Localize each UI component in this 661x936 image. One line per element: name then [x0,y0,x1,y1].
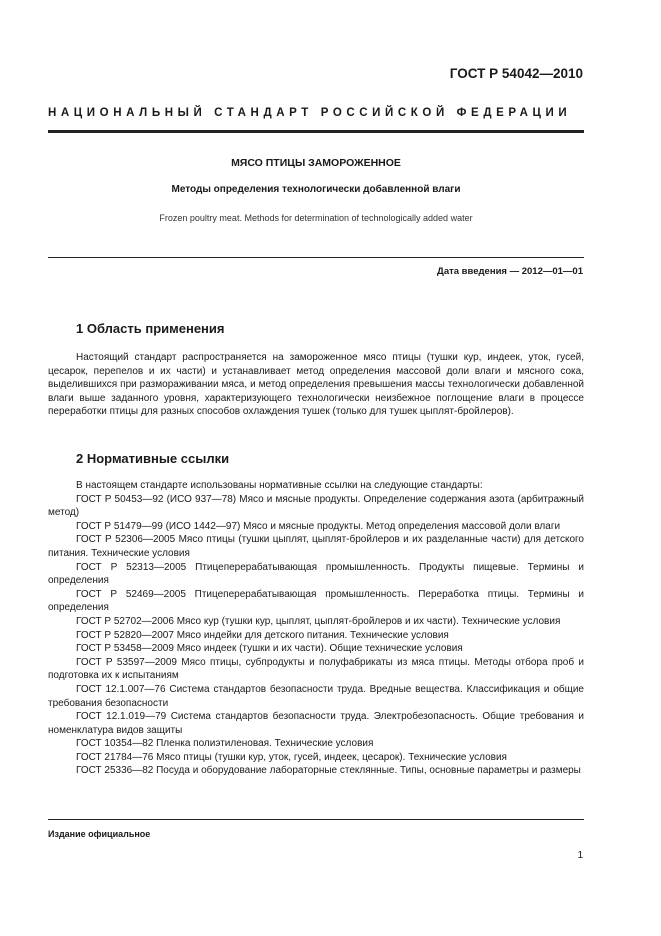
reference-item: ГОСТ Р 52820—2007 Мясо индейки для детского питания. Технические условия [76,629,449,641]
reference-item: ГОСТ Р 52313—2005 Птицеперерабатывающая промышленность. Продукты пищевые. Термины и определения [48,561,584,587]
reference-item: ГОСТ Р 52702—2006 Мясо кур (тушки кур, цыплят, цыплят-бройлеров и их части). Технические условия [76,615,561,627]
reference-item: ГОСТ 10354—82 Пленка полиэтиленовая. Технические условия [76,738,374,750]
references-list [48,479,584,778]
document-title-english: Frozen poultry meat. Methods for determination of technologically added water [159,213,473,223]
reference-item: ГОСТ Р 51479—99 (ИСО 1442—97) Мясо и мясные продукты. Метод определения массовой доли влаги [76,520,561,532]
reference-item: ГОСТ 12.1.019—79 Система стандартов безопасности труда. Электробезопасность. Общие требования и номенклатура видов защиты [48,711,584,736]
reference-item: ГОСТ 21784—76 Мясо птицы (тушки кур, уток, гусей, индеек, цесарок). Технические условия [76,751,507,763]
official-edition-label: Издание официальное [48,829,151,839]
section-2-heading: 2 Нормативные ссылки [76,451,230,466]
header-divider [48,130,584,133]
footer-divider [48,819,584,820]
introduction-date: Дата введения — 2012—01—01 [437,266,583,277]
national-standard-title: НАЦИОНАЛЬНЫЙ СТАНДАРТ РОССИЙСКОЙ ФЕДЕРАЦИИ [48,107,572,119]
reference-item: ГОСТ Р 52306—2005 Мясо птицы (тушки цыплят, цыплят-бройлеров и их разделанные части) для детского питания. Технические условия [48,534,584,559]
section-1-heading: 1 Область применения [76,321,225,336]
reference-item: ГОСТ 12.1.007—76 Система стандартов безопасности труда. Вредные вещества. Классификация и общие требования безопасности [48,683,584,709]
reference-item: ГОСТ Р 50453—92 (ИСО 937—78) Мясо и мясные продукты. Определение содержания азота (арбитражный метод) [48,493,584,519]
reference-item: ГОСТ Р 53597—2009 Мясо птицы, субпродукты и полуфабрикаты из мяса птицы. Методы отбора проб и подготовка их к испытаниям [48,656,584,682]
reference-item: ГОСТ Р 52469—2005 Птицеперерабатывающая промышленность. Переработка птицы. Термины и определения [48,588,584,614]
standard-number: ГОСТ Р 54042—2010 [449,66,583,81]
reference-item: ГОСТ Р 53458—2009 Мясо индеек (тушки и их части). Общие технические условия [76,643,463,655]
reference-item: ГОСТ 25336—82 Посуда и оборудование лабораторные стеклянные. Типы, основные параметры и размеры [76,765,581,777]
title-divider [48,257,584,258]
document-title: МЯСО ПТИЦЫ ЗАМОРОЖЕННОЕ [231,157,401,169]
section-1-text: Настоящий стандарт распространяется на замороженное мясо птицы (тушки кур, индеек, уток, гусей, цесарок, перепелов и их части) и устанавливает метод определения массовой доли влаги и мясного сока, выделившихся при размораживании мяса, и метод определения превышения массы технологически добавленной влаги выше заданного уровня, характеризующего технологически неизбежное поглощение влаги в процессе переработки птицы для разных способов охлаждения тушек (только для тушек цыплят-бройлеров). [48,352,584,418]
page-number: 1 [577,850,583,861]
document-subtitle: Методы определения технологически добавленной влаги [171,184,461,195]
references-intro: В настоящем стандарте использованы нормативные ссылки на следующие стандарты: [76,480,483,491]
